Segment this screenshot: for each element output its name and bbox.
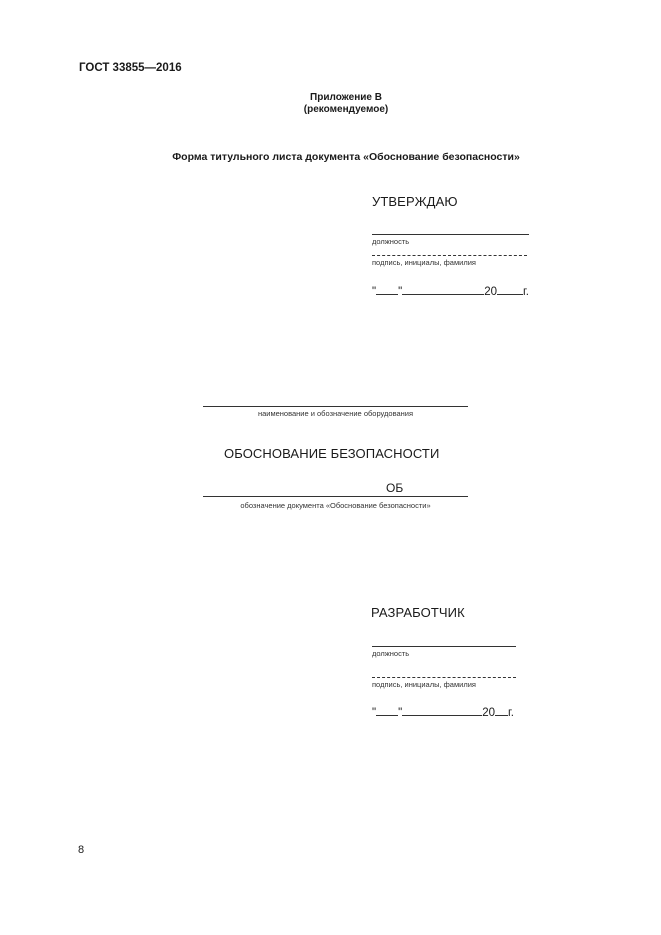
- developer-date: [372, 703, 514, 719]
- year-suffix: г.: [522, 286, 529, 298]
- day-blank: [376, 282, 398, 295]
- date-quote-open: ": [372, 707, 377, 719]
- day-blank: [376, 703, 398, 716]
- month-blank: [402, 282, 484, 295]
- approve-signature-line: [372, 255, 527, 256]
- approve-position-caption: должность: [372, 237, 410, 246]
- year-blank: [497, 282, 523, 295]
- equipment-caption: наименование и обозначение оборудования: [257, 409, 414, 418]
- document-code-caption: обозначение документа «Обоснование безопасности»: [240, 501, 431, 510]
- year-prefix: 20: [484, 286, 497, 298]
- appendix-status: (рекомендуемое): [303, 104, 389, 115]
- developer-position-caption: должность: [372, 649, 410, 658]
- form-title: Форма титульного листа документа «Обоснование безопасности»: [172, 151, 520, 163]
- appendix-title: Приложение В: [310, 92, 382, 103]
- date-quote-close: ": [398, 707, 403, 719]
- date-quote-open: ": [372, 286, 377, 298]
- document-title: ОБОСНОВАНИЕ БЕЗОПАСНОСТИ: [224, 446, 440, 461]
- document-code-suffix: ОБ: [386, 481, 404, 495]
- equipment-line: [203, 406, 468, 407]
- year-suffix: г.: [507, 707, 514, 719]
- approve-heading: УТВЕРЖДАЮ: [372, 194, 458, 209]
- year-prefix: 20: [482, 707, 495, 719]
- approve-date: [372, 282, 529, 298]
- approve-position-line: [372, 234, 529, 235]
- date-quote-close: ": [398, 286, 403, 298]
- document-code-line: [203, 496, 468, 497]
- month-blank: [402, 703, 482, 716]
- standard-number: ГОСТ 33855—2016: [79, 62, 182, 74]
- year-blank: [495, 703, 508, 716]
- developer-position-line: [372, 646, 516, 647]
- developer-heading: РАЗРАБОТЧИК: [371, 605, 465, 620]
- approve-signature-caption: подпись, инициалы, фамилия: [372, 258, 476, 267]
- developer-signature-caption: подпись, инициалы, фамилия: [372, 680, 476, 689]
- developer-signature-line: [372, 677, 516, 678]
- page-number: 8: [78, 844, 85, 856]
